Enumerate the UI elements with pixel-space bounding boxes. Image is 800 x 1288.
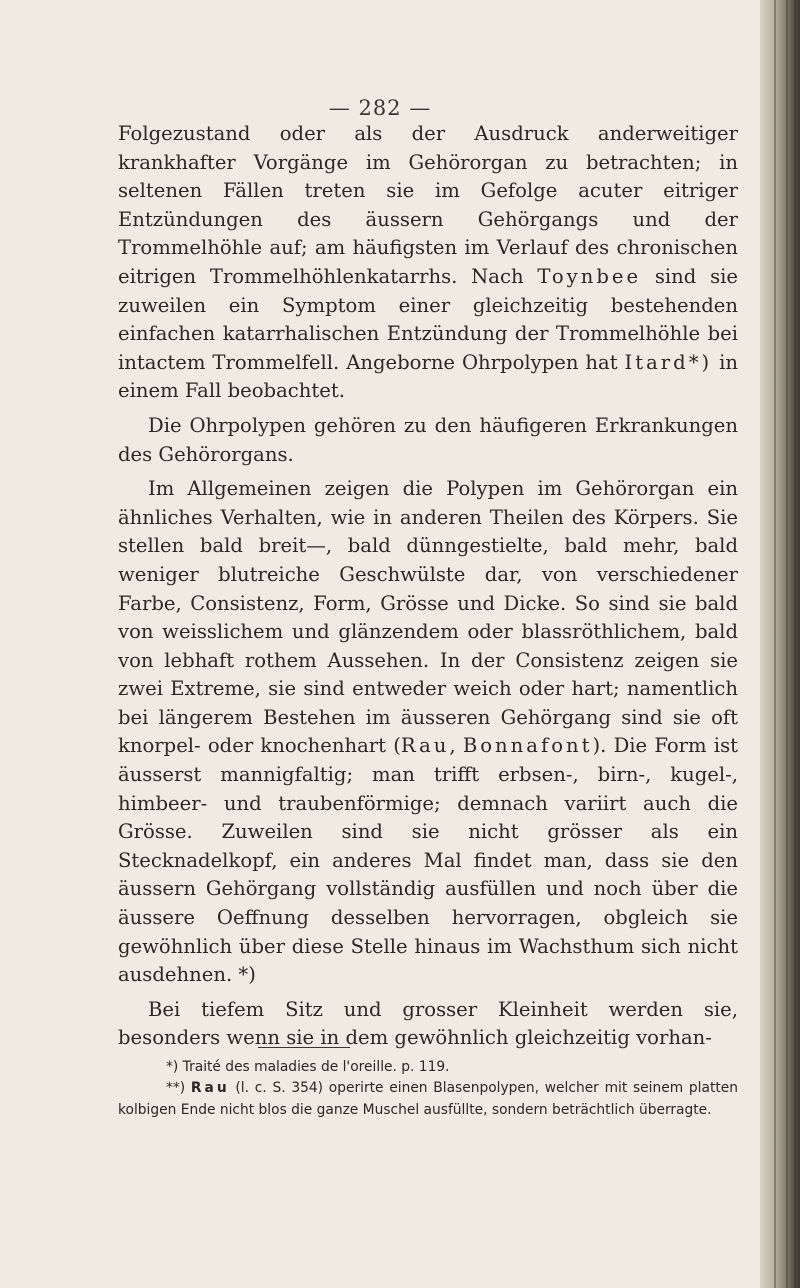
paragraph-3-text-3: ). Die Form ist äusserst mannigfaltig; man trifft erbsen-, birn-, kugel-, himbeer- und traubenförmige; demnach variirt auch die Grösse. Zuweilen sind sie nicht grösser als ein Stecknadelkopf, ein anderes Mal findet man, dass sie den äussern Gehörgang vollständig ausfüllen und noch über die äussere Oeffnung desselben hervorragen, obgleich sie gewöhnlich über diese Stelle hinaus im Wachsthum sich nicht ausdehnen. *) — [118, 734, 739, 987]
footnote-1: *) Traité des maladies de l'oreille. p. 119. — [166, 1059, 450, 1075]
footnote-divider — [258, 1047, 350, 1048]
paragraph-1-text-2: sind sie zuweilen ein Symptom einer gleichzeitig bestehenden einfachen katarrhalischen Entzündung der Trommelhöhle bei intactem Trommelfell. Angeborne Ohrpolypen hat — [118, 264, 738, 374]
paragraph-3-text-2: , — [449, 734, 463, 758]
paragraph-1-text: Folgezustand oder als der Ausdruck anderweitiger krankhafter Vorgänge im Gehörorgan zu betrachten; in seltenen Fällen treten sie im Gefolge acuter eitriger Entzündungen des äussern Gehörgangs und der Trommelhöhle auf; am häufigsten im Verlauf des chronischen eitrigen Trommelhöhlenkatarrhs. Nach — [118, 122, 738, 288]
author-bonnafont: Bonnafont — [462, 734, 593, 758]
paragraph-3 — [118, 475, 738, 990]
footnote-2-marker: **) — [166, 1080, 191, 1097]
author-toynbee: Toynbee — [537, 264, 642, 288]
book-binding-edge — [760, 0, 800, 1288]
author-itard: Itard*) — [624, 350, 713, 374]
page-number: — 282 — — [328, 96, 432, 120]
main-text — [118, 120, 738, 1059]
paragraph-1-text-3: in einem Fall beobachtet. — [118, 350, 738, 403]
paragraph-3-text: Im Allgemeinen zeigen die Polypen im Gehörorgan ein ähnliches Verhalten, wie in anderen Theilen des Körpers. Sie stellen bald breit—, bald dünngestielte, bald mehr, bald weniger blutreiche Geschwülste dar, von verschiedener Farbe, Consistenz, Form, Grösse und Dicke. So sind sie bald von weisslichem und glänzendem oder blassröthlichem, bald von lebhaft rothem Aussehen. In der Consistenz zeigen sie zwei Extreme, sie sind entweder weich oder hart; namentlich bei längerem Bestehen im äusseren Gehörgang sind sie oft knorpel- oder knochenhart ( — [118, 477, 738, 758]
paragraph-2: Die Ohrpolypen gehören zu den häufigeren Erkrankungen des Gehörorgans. — [118, 413, 738, 466]
footnote-2-text: (l. c. S. 354) operirte einen Blasenpolypen, welcher mit seinem platten kolbigen Ende nicht blos die ganze Muschel ausfüllte, sondern beträchtlich überragte. — [118, 1080, 738, 1118]
binding-stripe — [794, 0, 796, 1288]
paragraph-1 — [118, 120, 738, 406]
binding-stripe — [774, 0, 776, 1288]
paragraph-4: Bei tiefem Sitz und grosser Kleinheit werden sie, besonders wenn sie in dem gewöhnlich gleichzeitig vorhan- — [118, 997, 738, 1050]
footnote-2-author: Rau — [190, 1080, 230, 1097]
binding-stripe — [786, 0, 788, 1288]
footnote-2 — [118, 1078, 738, 1121]
footnotes — [118, 1057, 738, 1121]
author-rau: Rau — [400, 734, 450, 758]
